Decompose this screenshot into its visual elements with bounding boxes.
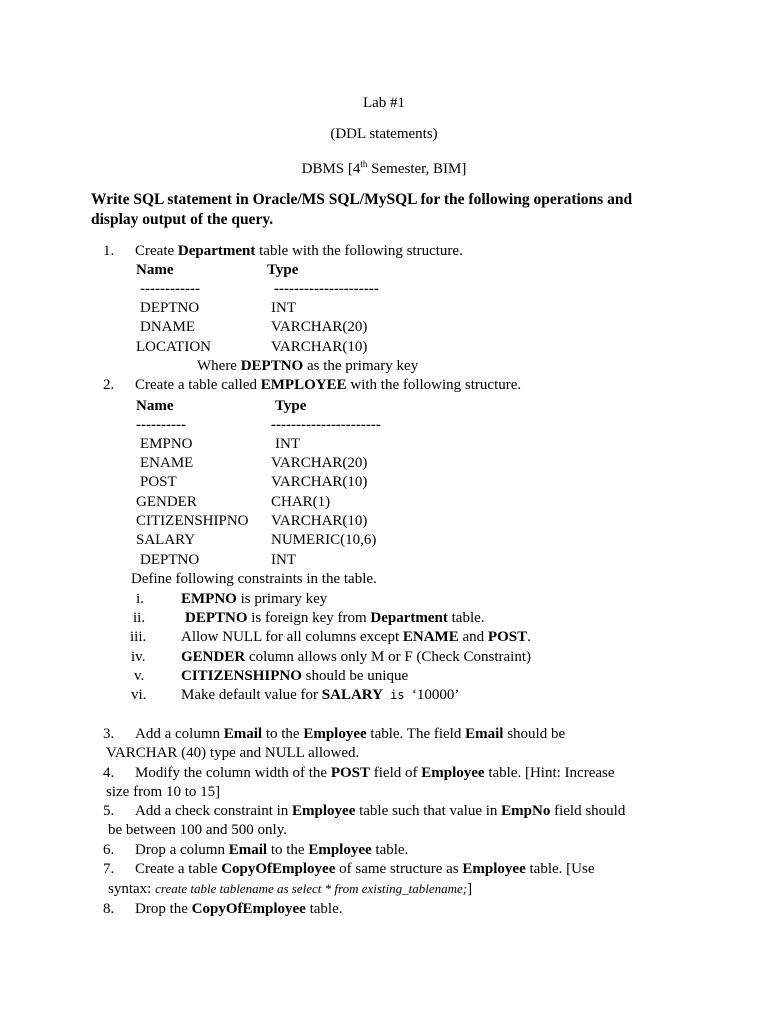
q5-number: 5. — [103, 803, 115, 819]
q4-number: 4. — [103, 765, 115, 781]
q2-row-type: NUMERIC(10,6) — [271, 532, 377, 548]
q1-where-note: Where DEPTNO as the primary key — [197, 358, 419, 374]
q2-row-type: INT — [275, 436, 300, 452]
instruction-line-1: Write SQL statement in Oracle/MS SQL/MySQL for the following operations and — [91, 191, 633, 208]
q1-row-name: DEPTNO — [140, 300, 200, 316]
q1-row-name: DNAME — [140, 319, 195, 335]
q2-row-name: GENDER — [136, 494, 197, 510]
q8-text: Drop the CopyOfEmployee table. — [135, 901, 343, 917]
lab-topic: (DDL statements) — [330, 126, 438, 142]
q2-row-name: CITIZENSHIPNO — [136, 513, 249, 529]
constraint-number: i. — [136, 591, 144, 607]
constraint-text: DEPTNO is foreign key from Department table. — [185, 610, 485, 626]
q7-text: Create a table CopyOfEmployee of same structure as Employee table. [Use — [135, 861, 595, 877]
q2-row-type: VARCHAR(10) — [271, 474, 368, 490]
q2-row-type: INT — [271, 552, 296, 568]
q5-text-line-2: be between 100 and 500 only. — [108, 822, 287, 838]
q2-col-name-header: Name — [136, 398, 174, 414]
q2-number: 2. — [103, 377, 115, 393]
q2-col-type-header: Type — [275, 398, 307, 414]
q1-dash-name: ------------ — [140, 281, 200, 297]
constraint-number: vi. — [131, 687, 147, 703]
q2-row-name: POST — [140, 474, 177, 490]
q2-row-type: VARCHAR(10) — [271, 513, 368, 529]
q2-row-name: SALARY — [136, 532, 196, 548]
q1-number: 1. — [103, 243, 115, 259]
q2-row-name: DEPTNO — [140, 552, 200, 568]
q8-number: 8. — [103, 901, 115, 917]
q1-text: Create Department table with the following structure. — [135, 243, 463, 259]
constraint-text: Make default value for SALARY is ‘10000’ — [181, 687, 460, 703]
constraint-number: v. — [134, 668, 145, 684]
constraint-text: EMPNO is primary key — [181, 591, 328, 607]
q3-text-line-2: VARCHAR (40) type and NULL allowed. — [106, 745, 360, 761]
course-line: DBMS [4th Semester, BIM] — [301, 159, 467, 177]
constraint-text: Allow NULL for all columns except ENAME and POST. — [181, 629, 531, 645]
q4-text: Modify the column width of the POST field of Employee table. [Hint: Increase — [135, 765, 615, 781]
q2-row-type: CHAR(1) — [271, 494, 331, 510]
q4-text-line-2: size from 10 to 15] — [106, 784, 221, 800]
instruction-line-2: display output of the query. — [91, 211, 274, 228]
q1-row-type: VARCHAR(10) — [271, 339, 368, 355]
constraint-number: iii. — [130, 629, 147, 645]
q1-col-type-header: Type — [267, 262, 299, 278]
q5-text: Add a check constraint in Employee table such that value in EmpNo field should — [135, 803, 626, 819]
q3-text: Add a column Email to the Employee table. The field Email should be — [135, 726, 566, 742]
lab-title: Lab #1 — [362, 95, 406, 111]
q2-row-name: EMPNO — [140, 436, 193, 452]
constraint-text: CITIZENSHIPNO should be unique — [181, 668, 409, 684]
q6-number: 6. — [103, 842, 115, 858]
q1-dash-type: --------------------- — [274, 281, 379, 297]
constraint-number: iv. — [131, 649, 146, 665]
q7-number: 7. — [103, 861, 115, 877]
q2-text: Create a table called EMPLOYEE with the following structure. — [135, 377, 522, 393]
q6-text: Drop a column Email to the Employee table. — [135, 842, 409, 858]
q2-constraints-intro: Define following constraints in the table. — [131, 571, 377, 587]
q2-dash-name: ---------- — [136, 417, 186, 433]
constraint-number: ii. — [133, 610, 146, 626]
q2-row-name: ENAME — [140, 455, 194, 471]
q3-number: 3. — [103, 726, 115, 742]
q2-row-type: VARCHAR(20) — [271, 455, 368, 471]
constraint-text: GENDER column allows only M or F (Check Constraint) — [181, 649, 531, 665]
q1-row-name: LOCATION — [136, 339, 211, 355]
q1-col-name-header: Name — [136, 262, 174, 278]
q1-row-type: VARCHAR(20) — [271, 319, 368, 335]
q7-text-line-2: syntax: create table tablename as select * from existing_tablename;] — [108, 881, 473, 897]
q1-row-type: INT — [271, 300, 296, 316]
q2-dash-type: ---------------------- — [271, 417, 381, 433]
